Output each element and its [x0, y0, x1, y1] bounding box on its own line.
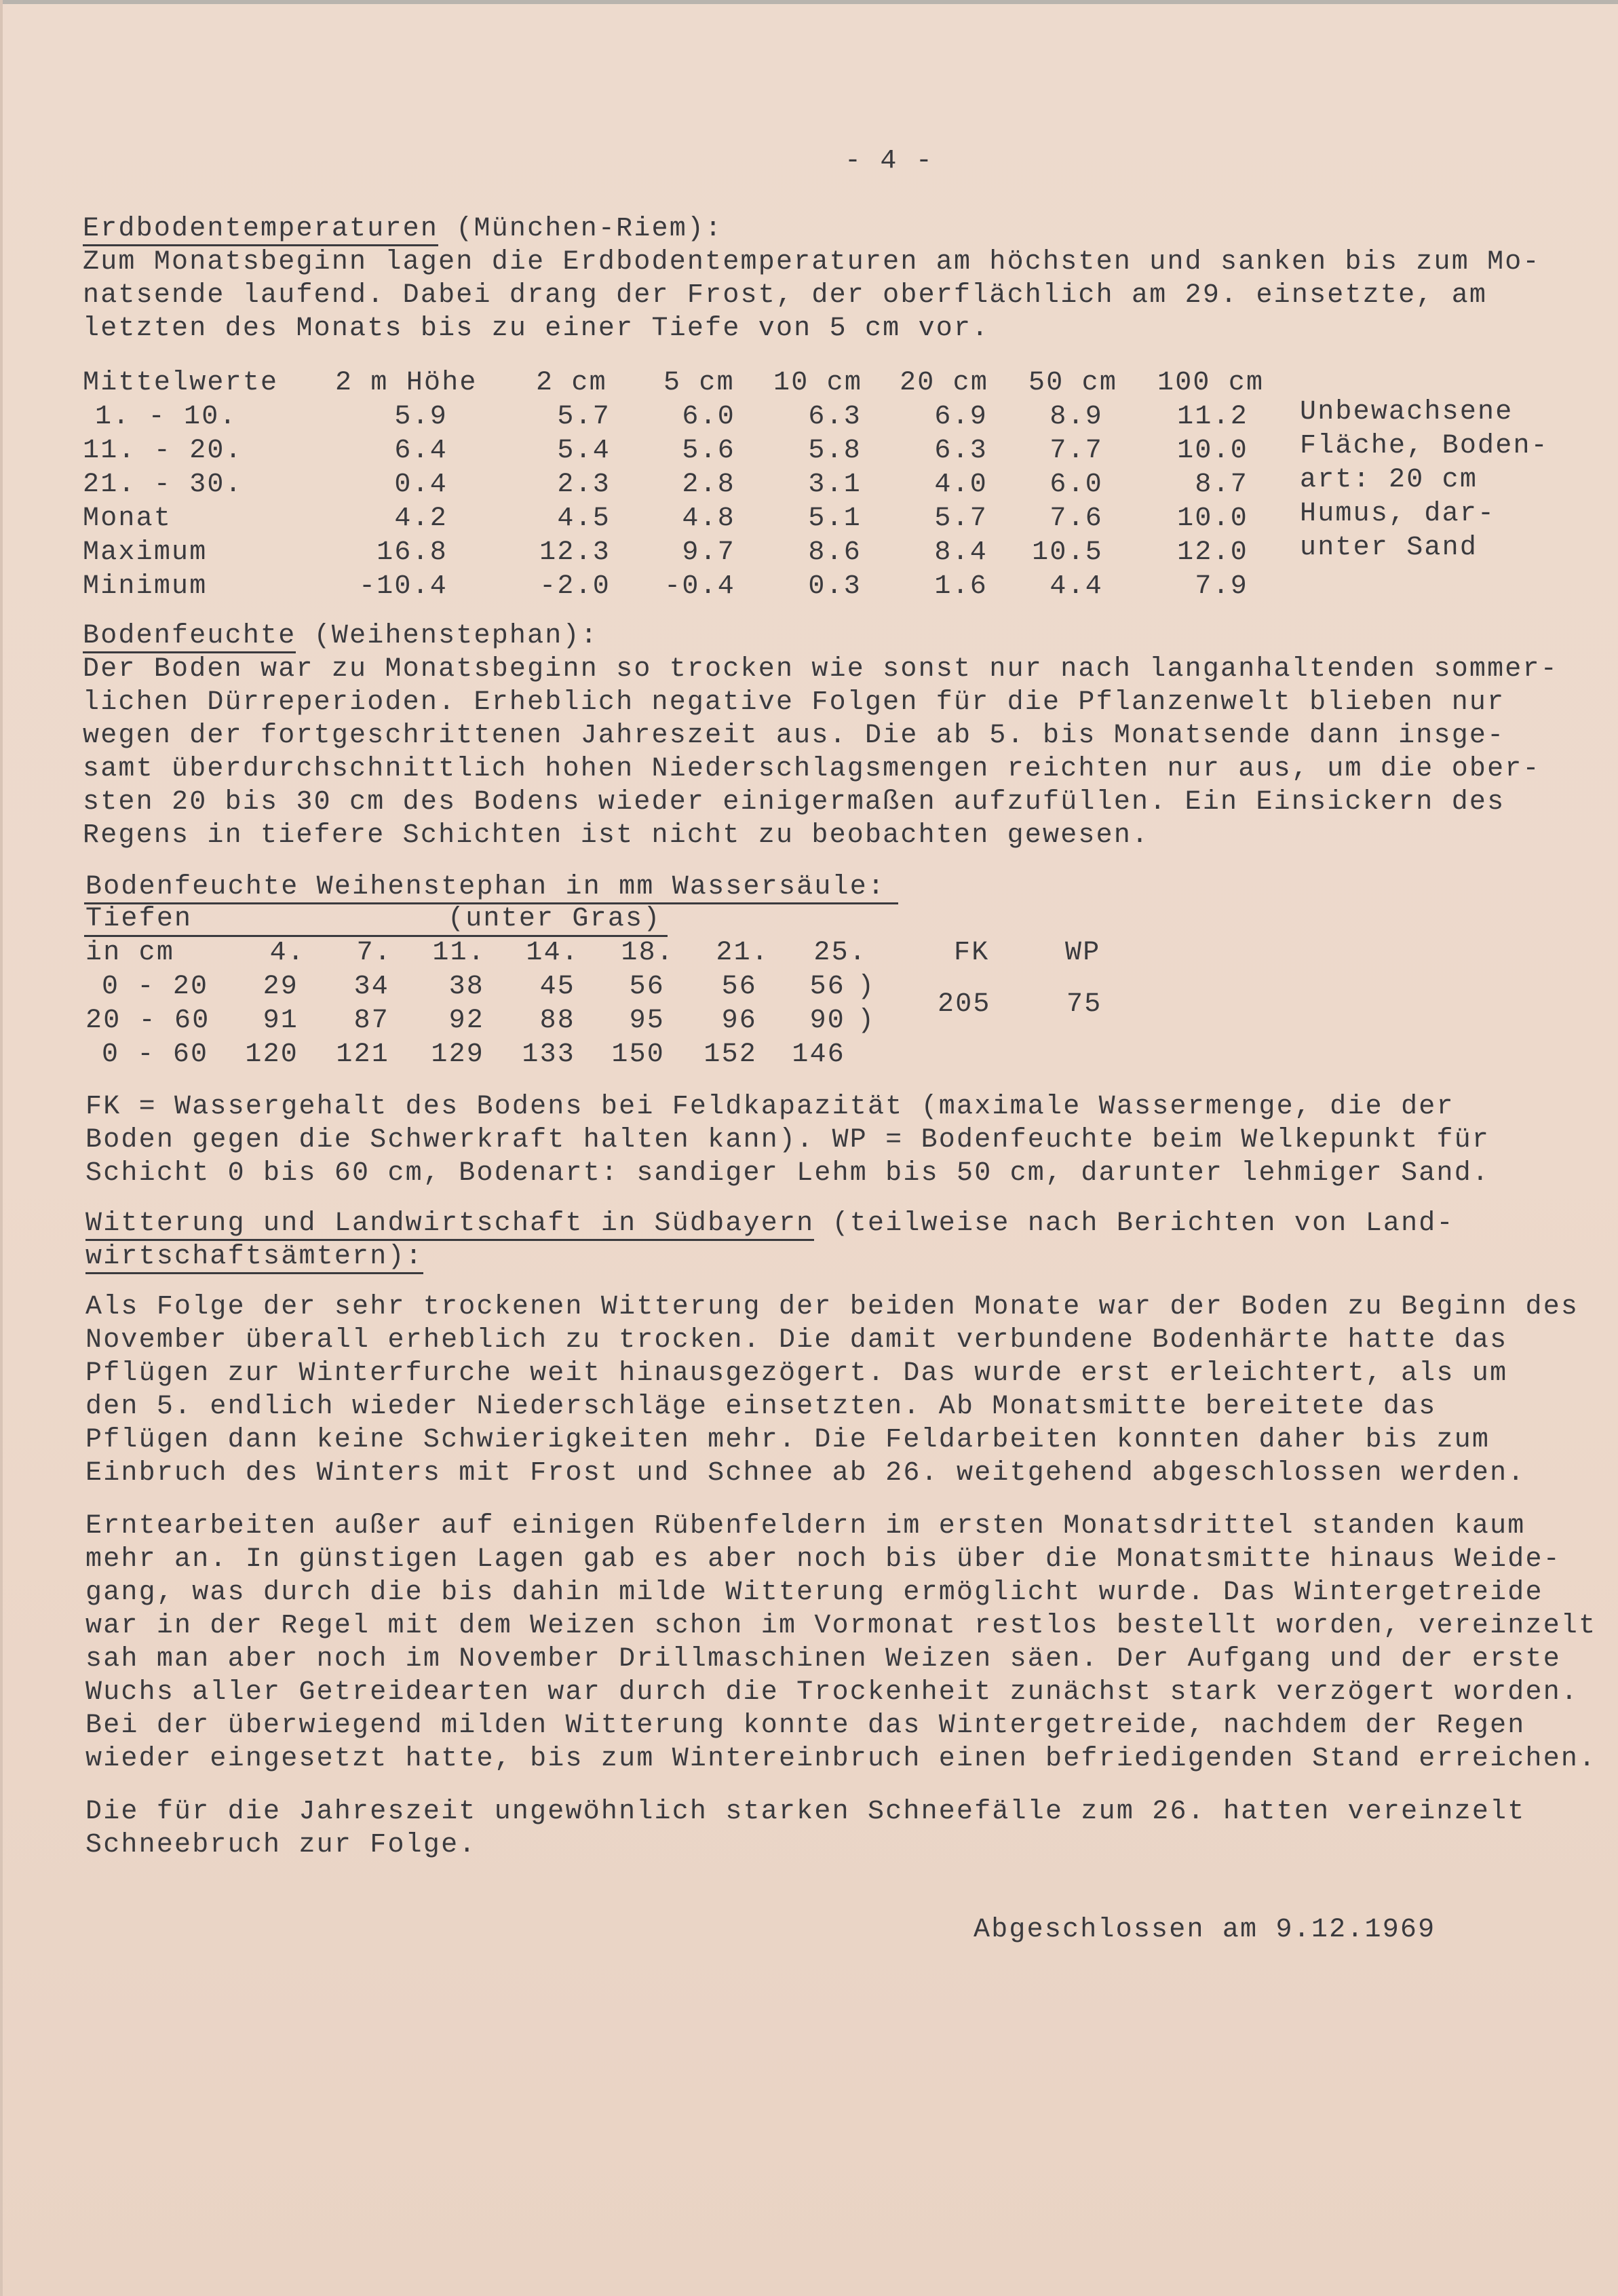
- soil-temp-cell: 16.8: [377, 537, 448, 568]
- soil-temp-cell: 10.0: [1177, 503, 1248, 534]
- moisture-cell: 56: [721, 972, 757, 1002]
- moisture-date-header: 4.: [269, 938, 305, 968]
- weather-heading-line: [85, 1207, 1455, 1241]
- moisture-wp-value: 75: [1066, 989, 1102, 1020]
- moisture-para-line: sten 20 bis 30 cm des Bodens wieder einigermaßen aufzufüllen. Ein Einsickern des: [83, 787, 1505, 818]
- weather-heading-continued: wirtschaftsämtern):: [85, 1242, 423, 1274]
- page-top-edge: [0, 0, 1618, 4]
- soil-temp-cell: 8.6: [808, 537, 862, 568]
- moisture-bracket: ): [858, 972, 876, 1002]
- weather-heading-source: (teilweise nach Berichten von Land-: [814, 1208, 1455, 1239]
- soil-temp-row-label: 21. - 30.: [83, 470, 243, 500]
- moisture-cell: 96: [721, 1006, 757, 1036]
- moisture-cell: 88: [539, 1006, 575, 1036]
- moisture-date-header: 14.: [526, 938, 579, 968]
- moisture-cell: 95: [629, 1006, 665, 1036]
- moisture-wp-label: WP: [1065, 938, 1101, 968]
- moisture-depth: 0 - 60: [102, 1039, 209, 1070]
- soil-temp-row-label: 11. - 20.: [83, 436, 243, 466]
- soil-temp-cell: 7.7: [1049, 436, 1103, 466]
- soil-note-line: Unbewachsene: [1300, 397, 1514, 427]
- soil-temp-heading: Erdbodentemperaturen: [83, 214, 438, 246]
- moisture-cell: 133: [522, 1039, 575, 1070]
- soil-temp-cell: 2.3: [557, 470, 611, 500]
- moisture-date-header: 11.: [432, 938, 486, 968]
- moisture-para-line: Regens in tiefere Schichten ist nicht zu beobachten gewesen.: [83, 820, 1150, 851]
- soil-note-line: unter Sand: [1300, 533, 1478, 563]
- soil-temp-row-label: Maximum: [83, 537, 208, 568]
- moisture-footnote-line: Boden gegen die Schwerkraft halten kann). WP = Bodenfeuchte beim Welkepunkt für: [85, 1125, 1490, 1155]
- soil-temp-cell: 8.4: [934, 537, 988, 568]
- soil-temp-col-header: 5 cm: [663, 368, 735, 398]
- weather-para2-line: Erntearbeiten außer auf einigen Rübenfeldern im ersten Monatsdrittel standen kaum: [85, 1511, 1526, 1542]
- moisture-para-line: samt überdurchschnittlich hohen Niederschlagsmengen reichten nur aus, um die ober-: [83, 754, 1541, 784]
- soil-temp-cell: 7.9: [1195, 571, 1248, 602]
- soil-temp-para-line: letzten des Monats bis zu einer Tiefe von 5 cm vor.: [83, 313, 990, 344]
- moisture-bracket: ): [858, 1006, 876, 1036]
- moisture-cell: 129: [431, 1039, 484, 1070]
- moisture-unit-label: in cm: [85, 938, 175, 968]
- moisture-date-header: 25.: [813, 938, 867, 968]
- soil-temp-cell: 4.8: [682, 503, 735, 534]
- soil-temp-cell: 0.4: [394, 470, 448, 500]
- soil-temp-cell: 10.0: [1177, 436, 1248, 466]
- moisture-cell: 152: [704, 1039, 757, 1070]
- moisture-table-title: Bodenfeuchte Weihenstephan in mm Wassersäule:: [85, 872, 886, 902]
- moisture-cell: 120: [245, 1039, 298, 1070]
- moisture-cell: 38: [448, 972, 484, 1002]
- soil-note-line: Fläche, Boden-: [1300, 431, 1549, 461]
- moisture-fk-label: FK: [954, 938, 990, 968]
- page-number: - 4 -: [845, 146, 934, 176]
- moisture-under-grass: (unter Gras): [448, 904, 661, 934]
- soil-temp-cell: 9.7: [682, 537, 735, 568]
- soil-temp-cell: 4.4: [1049, 571, 1103, 602]
- soil-temp-cell: 6.3: [934, 436, 988, 466]
- soil-temp-cell: 5.7: [557, 402, 611, 432]
- soil-temp-para-line: Zum Monatsbeginn lagen die Erdbodentemperaturen am höchsten und sanken bis zum Mo-: [83, 247, 1541, 278]
- soil-note-line: art: 20 cm: [1300, 465, 1478, 495]
- soil-temp-cell: 5.4: [557, 436, 611, 466]
- soil-temp-cell: -0.4: [664, 571, 735, 602]
- weather-para2-line: war in der Regel mit dem Weizen schon im Vormonat restlos bestellt worden, vereinzelt: [85, 1611, 1597, 1641]
- soil-temp-cell: 6.3: [808, 402, 862, 432]
- weather-heading-line2: [85, 1240, 423, 1274]
- soil-temp-cell: 6.9: [934, 402, 988, 432]
- moisture-cell: 90: [809, 1006, 845, 1036]
- moisture-para-line: Der Boden war zu Monatsbeginn so trocken wie sonst nur nach langanhaltenden sommer-: [83, 654, 1558, 685]
- soil-temp-col-header: 50 cm: [1028, 368, 1118, 398]
- moisture-col-label: Tiefen: [85, 904, 193, 934]
- soil-temp-col-header: 10 cm: [773, 368, 863, 398]
- soil-temp-row-label: Minimum: [83, 571, 208, 602]
- soil-temp-cell: 5.1: [808, 503, 862, 534]
- weather-para2-line: mehr an. In günstigen Lagen gab es aber noch bis über die Monatsmitte hinaus Weide-: [85, 1544, 1561, 1575]
- moisture-footnote-line: FK = Wassergehalt des Bodens bei Feldkapazität (maximale Wassermenge, die der: [85, 1092, 1455, 1122]
- moisture-footnote-line: Schicht 0 bis 60 cm, Bodenart: sandiger Lehm bis 50 cm, darunter lehmiger Sand.: [85, 1158, 1490, 1189]
- page-left-edge: [0, 0, 3, 2296]
- moisture-cell: 91: [263, 1006, 298, 1036]
- moisture-heading-location: (Weihenstephan):: [296, 621, 598, 651]
- soil-temp-cell: 4.5: [557, 503, 611, 534]
- moisture-fk-value: 205: [938, 989, 991, 1020]
- soil-temp-cell: 6.4: [394, 436, 448, 466]
- soil-temp-row-label: 1. - 10.: [95, 402, 237, 432]
- soil-temp-cell: 5.6: [682, 436, 735, 466]
- soil-temp-cell: 4.2: [394, 503, 448, 534]
- moisture-heading: Bodenfeuchte: [83, 621, 296, 653]
- moisture-cell: 56: [809, 972, 845, 1002]
- soil-temp-cell: 8.7: [1195, 470, 1248, 500]
- soil-temp-cell: 5.8: [808, 436, 862, 466]
- soil-temp-row-label: Monat: [83, 503, 172, 534]
- closing-date: Abgeschlossen am 9.12.1969: [974, 1915, 1436, 1945]
- weather-para2-line: Bei der überwiegend milden Witterung konnte das Wintergetreide, nachdem der Regen: [85, 1710, 1526, 1741]
- moisture-cell: 121: [336, 1039, 389, 1070]
- weather-para2-line: Wuchs aller Getreidearten war durch die Trockenheit zunächst stark verzögert worden.: [85, 1677, 1579, 1708]
- soil-temp-col-header: Mittelwerte: [83, 368, 279, 398]
- weather-para1-line: Als Folge der sehr trockenen Witterung der beiden Monate war der Boden zu Beginn des: [85, 1292, 1579, 1322]
- weather-para2-line: wieder eingesetzt hatte, bis zum Wintereinbruch einen befriedigenden Stand erreichen.: [85, 1744, 1597, 1774]
- moisture-cell: 29: [263, 972, 298, 1002]
- soil-temp-cell: 8.9: [1049, 402, 1103, 432]
- soil-temp-cell: 3.1: [808, 470, 862, 500]
- weather-para3-line: Die für die Jahreszeit ungewöhnlich starken Schneefälle zum 26. hatten vereinzelt: [85, 1797, 1526, 1827]
- weather-para1-line: Pflügen dann keine Schwierigkeiten mehr. Die Feldarbeiten konnten daher bis zum: [85, 1425, 1490, 1455]
- moisture-cell: 150: [611, 1039, 665, 1070]
- soil-temp-cell: -10.4: [358, 571, 448, 602]
- moisture-date-header: 21.: [716, 938, 769, 968]
- soil-temp-cell: 6.0: [1049, 470, 1103, 500]
- moisture-cell: 146: [792, 1039, 845, 1070]
- moisture-cell: 45: [539, 972, 575, 1002]
- soil-temp-col-header: 100 cm: [1157, 368, 1265, 398]
- moisture-cell: 87: [353, 1006, 389, 1036]
- soil-temp-cell: 6.0: [682, 402, 735, 432]
- moisture-date-header: 18.: [621, 938, 674, 968]
- weather-para1-line: Einbruch des Winters mit Frost und Schnee ab 26. weitgehend abgeschlossen werden.: [85, 1458, 1526, 1489]
- moisture-depth: 20 - 60: [85, 1006, 210, 1036]
- soil-temp-cell: 4.0: [934, 470, 988, 500]
- soil-temp-para-line: natsende laufend. Dabei drang der Frost, der oberflächlich am 29. einsetzte, am: [83, 280, 1488, 311]
- soil-temp-cell: 12.0: [1177, 537, 1248, 568]
- soil-temp-cell: 7.6: [1049, 503, 1103, 534]
- soil-temp-cell: 0.3: [808, 571, 862, 602]
- moisture-heading-line: [83, 619, 598, 653]
- soil-temp-col-header: 2 m Höhe: [335, 368, 478, 398]
- soil-temp-heading-location: (München-Riem):: [438, 214, 723, 244]
- soil-temp-cell: 10.5: [1032, 537, 1103, 568]
- moisture-cell: 34: [353, 972, 389, 1002]
- weather-para1-line: November überall erheblich zu trocken. Die damit verbundene Bodenhärte hatte das: [85, 1325, 1508, 1356]
- weather-para2-line: sah man aber noch im November Drillmaschinen Weizen säen. Der Aufgang und der erste: [85, 1644, 1561, 1675]
- soil-temp-cell: 2.8: [682, 470, 735, 500]
- moisture-para-line: wegen der fortgeschrittenen Jahreszeit aus. Die ab 5. bis Monatsende dann insge-: [83, 721, 1505, 751]
- soil-temp-cell: -2.0: [539, 571, 611, 602]
- soil-temp-cell: 5.9: [394, 402, 448, 432]
- weather-para1-line: Pflügen zur Winterfurche weit hinausgezögert. Das wurde erst erleichtert, als um: [85, 1358, 1508, 1389]
- soil-temp-cell: 5.7: [934, 503, 988, 534]
- moisture-cell: 92: [448, 1006, 484, 1036]
- soil-temp-heading-line: [83, 212, 723, 246]
- soil-temp-col-header: 2 cm: [536, 368, 607, 398]
- soil-note-line: Humus, dar-: [1300, 499, 1496, 529]
- moisture-date-header: 7.: [356, 938, 392, 968]
- weather-para2-line: gang, was durch die bis dahin milde Witterung ermöglicht wurde. Das Wintergetreide: [85, 1577, 1543, 1608]
- soil-temp-cell: 12.3: [539, 537, 611, 568]
- soil-temp-cell: 1.6: [934, 571, 988, 602]
- weather-heading: Witterung und Landwirtschaft in Südbayern: [85, 1208, 814, 1241]
- moisture-depth: 0 - 20: [102, 972, 209, 1002]
- soil-temp-cell: 11.2: [1177, 402, 1248, 432]
- soil-temp-col-header: 20 cm: [900, 368, 989, 398]
- weather-para3-line: Schneebruch zur Folge.: [85, 1830, 477, 1860]
- weather-para1-line: den 5. endlich wieder Niederschläge einsetzten. Ab Monatsmitte bereitete das: [85, 1392, 1437, 1422]
- moisture-cell: 56: [629, 972, 665, 1002]
- moisture-para-line: lichen Dürreperioden. Erheblich negative Folgen für die Pflanzenwelt blieben nur: [83, 687, 1505, 718]
